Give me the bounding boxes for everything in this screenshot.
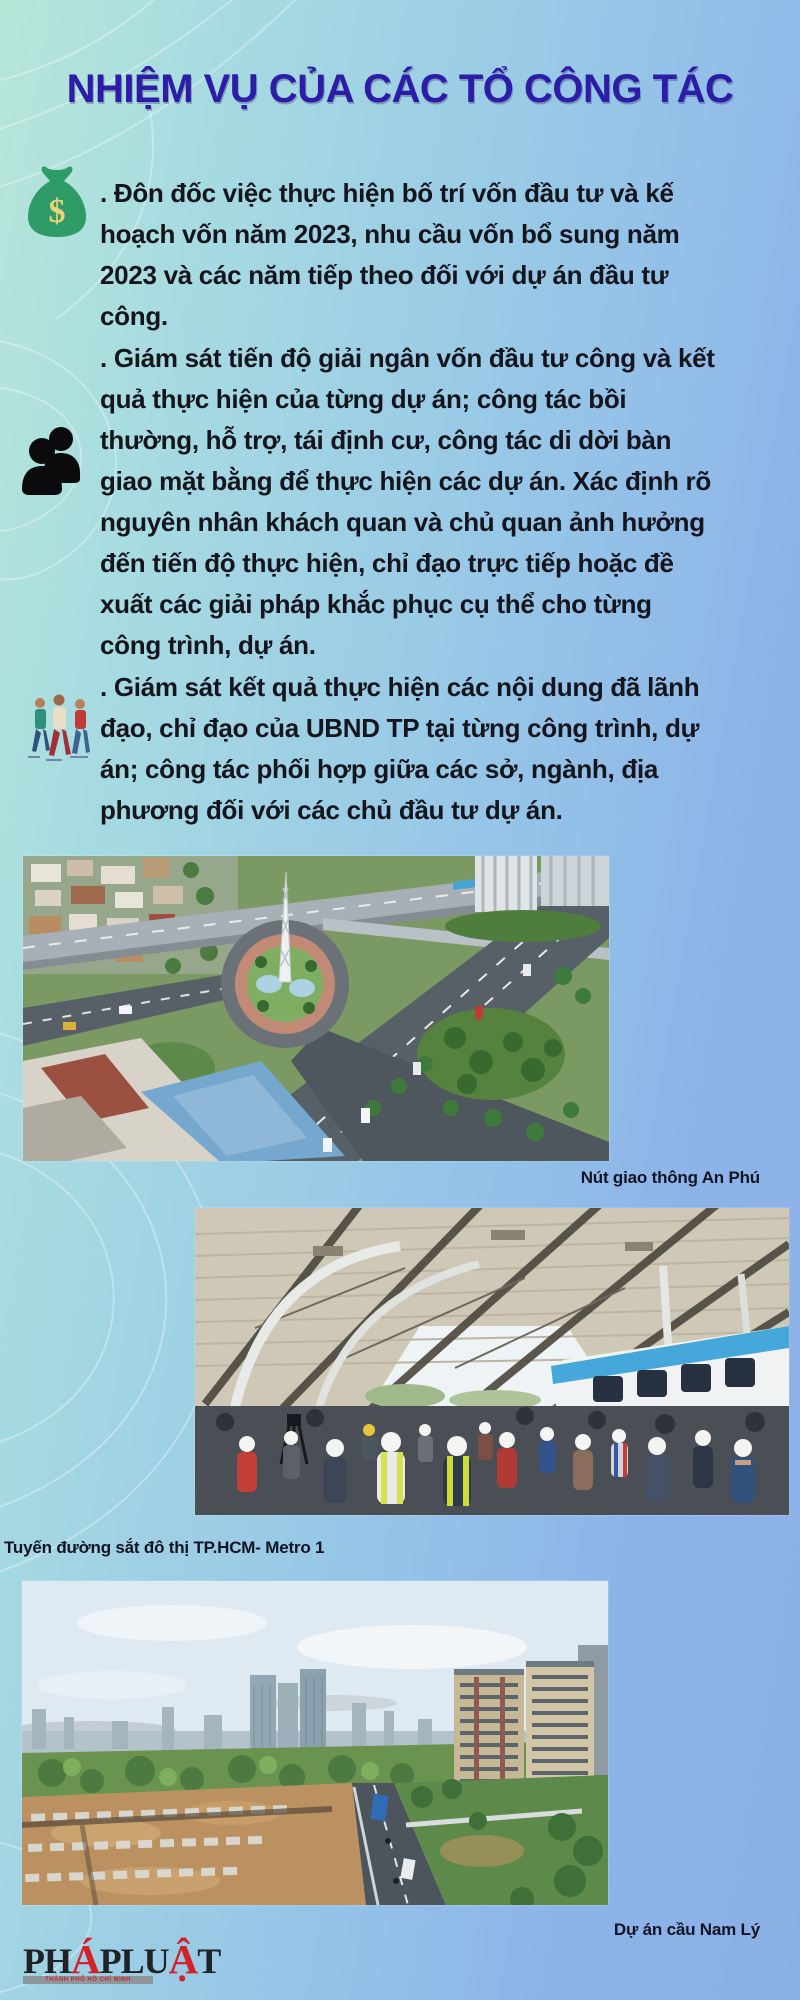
svg-text:$: $ [48, 193, 66, 230]
nam-ly-illustration [22, 1581, 608, 1905]
photo-caption-nam-ly: Dự án cầu Nam Lý [613, 1920, 760, 1939]
metro-illustration [195, 1208, 789, 1515]
photo-caption-an-phu: Nút giao thông An Phú [580, 1168, 760, 1187]
phapluat-logo [23, 1936, 221, 1984]
people-icon [20, 425, 84, 495]
an-phu-illustration [23, 856, 609, 1161]
photo-metro-station [195, 1208, 789, 1515]
walking-people-icon [28, 693, 94, 777]
page-title: NHIỆM VỤ CỦA CÁC TỔ CÔNG TÁC [66, 66, 734, 111]
phapluat-logo-subtext: THÀNH PHỐ HỒ CHÍ MINH [45, 1977, 131, 1983]
task-text-3: . Giám sát kết quả thực hiện các nội dung đã lãnh đạo, chỉ đạo của UBND TP tại từng công trình, dự án; công tác phối hợp giữa các sở, ngành, địa phương đối với các chủ đầu tư dự án. [100, 672, 700, 825]
task-text-1: . Đôn đốc việc thực hiện bố trí vốn đầu tư và kế hoạch vốn năm 2023, nhu cầu vốn bổ sung năm 2023 và các năm tiếp theo đối với dự án đầu tư công. [100, 178, 680, 331]
phapluat-logo-wordmark: PHÁPLUẬT [23, 1936, 221, 1982]
photo-an-phu-interchange [23, 856, 609, 1161]
money-bag-icon [28, 165, 86, 237]
photo-nam-ly [22, 1581, 608, 1905]
photo-caption-metro: Tuyến đường sắt đô thị TP.HCM- Metro 1 [4, 1538, 325, 1557]
task-text-2: . Giám sát tiến độ giải ngân vốn đầu tư công và kết quả thực hiện của từng dự án; công tác bồi thường, hỗ trợ, tái định cư, công tác di dời bàn giao mặt bằng để thực hiện các dự án. Xác định rõ nguyên nhân khách quan và chủ quan ảnh hưởng đến tiến độ thực hiện, chỉ đạo trực tiếp hoặc đề xuất các giải pháp khắc phục cụ thể cho từng công trình, dự án. [100, 343, 715, 660]
